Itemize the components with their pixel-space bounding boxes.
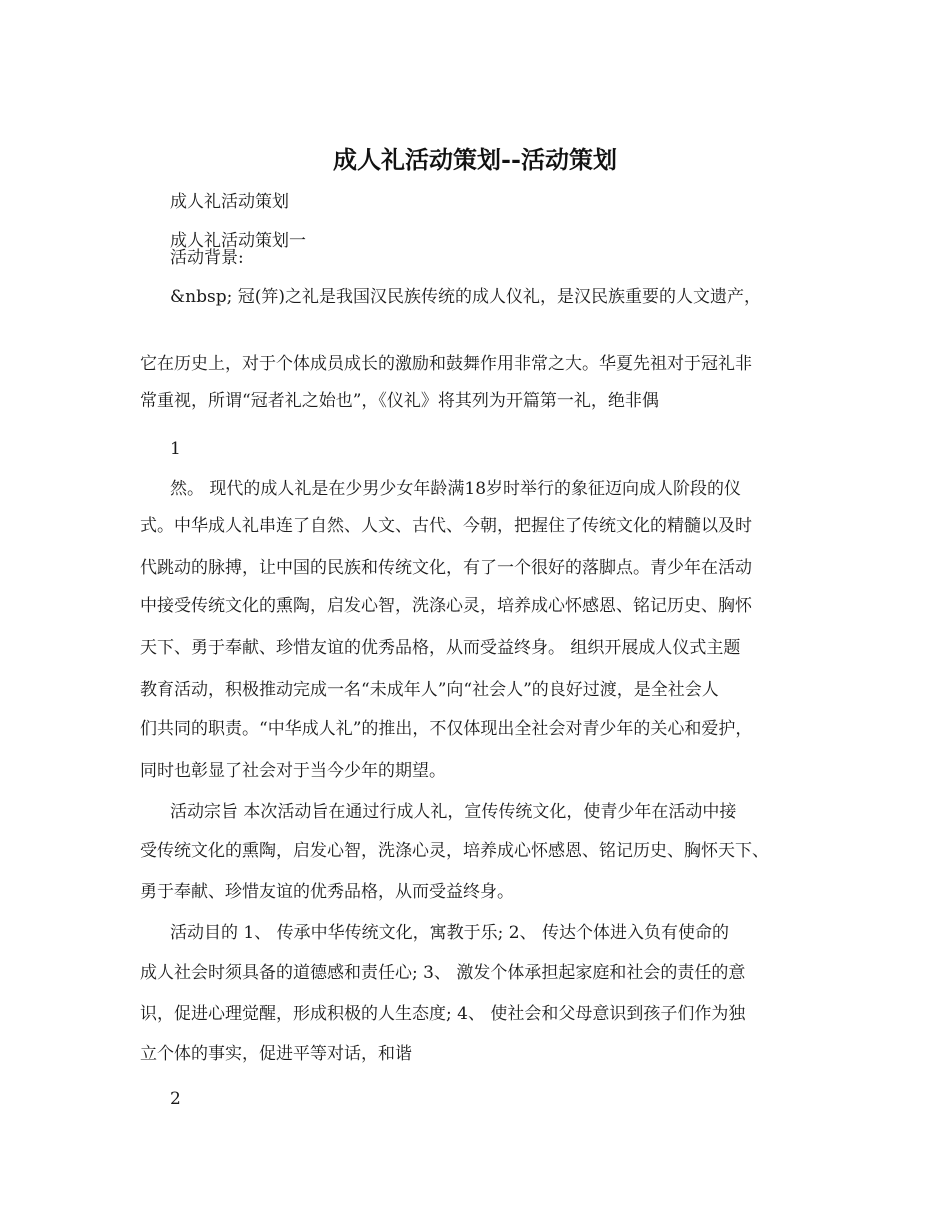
paragraph-line: &nbsp; 冠(笄)之礼是我国汉民族传统的成人仪礼，是汉民族重要的人文遗产，: [170, 287, 761, 307]
paragraph-line: 代跳动的脉搏，让中国的民族和传统文化，有了一个很好的落脚点。青少年在活动: [140, 558, 752, 578]
page-number: 2: [170, 1089, 181, 1109]
paragraph-line: 天下、勇于奉献、珍惜友谊的优秀品格，从而受益终身。 组织开展成人仪式主题: [140, 638, 741, 658]
section-heading: 成人礼活动策划一: [170, 231, 306, 251]
document-title: 成人礼活动策划--活动策划: [333, 145, 617, 174]
paragraph-line: 成人社会时须具备的道德感和责任心; 3、 激发个体承担起家庭和社会的责任的意: [140, 963, 746, 983]
paragraph-line: 教育活动，积极推动完成一名“未成年人”向“社会人”的良好过渡，是全社会人: [140, 680, 719, 700]
paragraph-line: 识，促进心理觉醒，形成积极的人生态度; 4、 使社会和父母意识到孩子们作为独: [140, 1004, 746, 1024]
paragraph-line: 勇于奉献、珍惜友谊的优秀品格，从而受益终身。: [140, 882, 514, 902]
paragraph-line: 式。中华成人礼串连了自然、人文、古代、今朝，把握住了传统文化的精髓以及时: [140, 516, 752, 536]
paragraph-line: 立个体的事实，促进平等对话，和谐: [140, 1044, 412, 1064]
paragraph-line: 活动宗旨 本次活动旨在通过行成人礼，宣传传统文化，使青少年在活动中接: [170, 802, 737, 822]
paragraph-line: 受传统文化的熏陶，启发心智，洗涤心灵，培养成心怀感恩、铭记历史、胸怀天下、: [140, 841, 769, 861]
subtitle-line: 成人礼活动策划: [170, 192, 289, 212]
subsection-heading: 活动背景:: [170, 248, 244, 268]
paragraph-line: 同时也彰显了社会对于当今少年的期望。: [140, 761, 446, 781]
page-number: 1: [170, 439, 181, 459]
paragraph-line: 然。 现代的成人礼是在少男少女年龄满18岁时举行的象征迈向成人阶段的仪: [170, 479, 742, 499]
paragraph-line: 常重视，所谓“冠者礼之始也”，《仪礼》将其列为开篇第一礼，绝非偶: [140, 391, 659, 411]
paragraph-line: 中接受传统文化的熏陶，启发心智，洗涤心灵，培养成心怀感恩、铭记历史、胸怀: [140, 596, 752, 616]
paragraph-line: 活动目的 1、 传承中华传统文化，寓教于乐; 2、 传达个体进入负有使命的: [170, 923, 729, 943]
paragraph-line: 它在历史上，对于个体成员成长的激励和鼓舞作用非常之大。华夏先祖对于冠礼非: [140, 354, 752, 374]
paragraph-line: 们共同的职责。“中华成人礼”的推出，不仅体现出全社会对青少年的关心和爱护，: [140, 719, 753, 739]
